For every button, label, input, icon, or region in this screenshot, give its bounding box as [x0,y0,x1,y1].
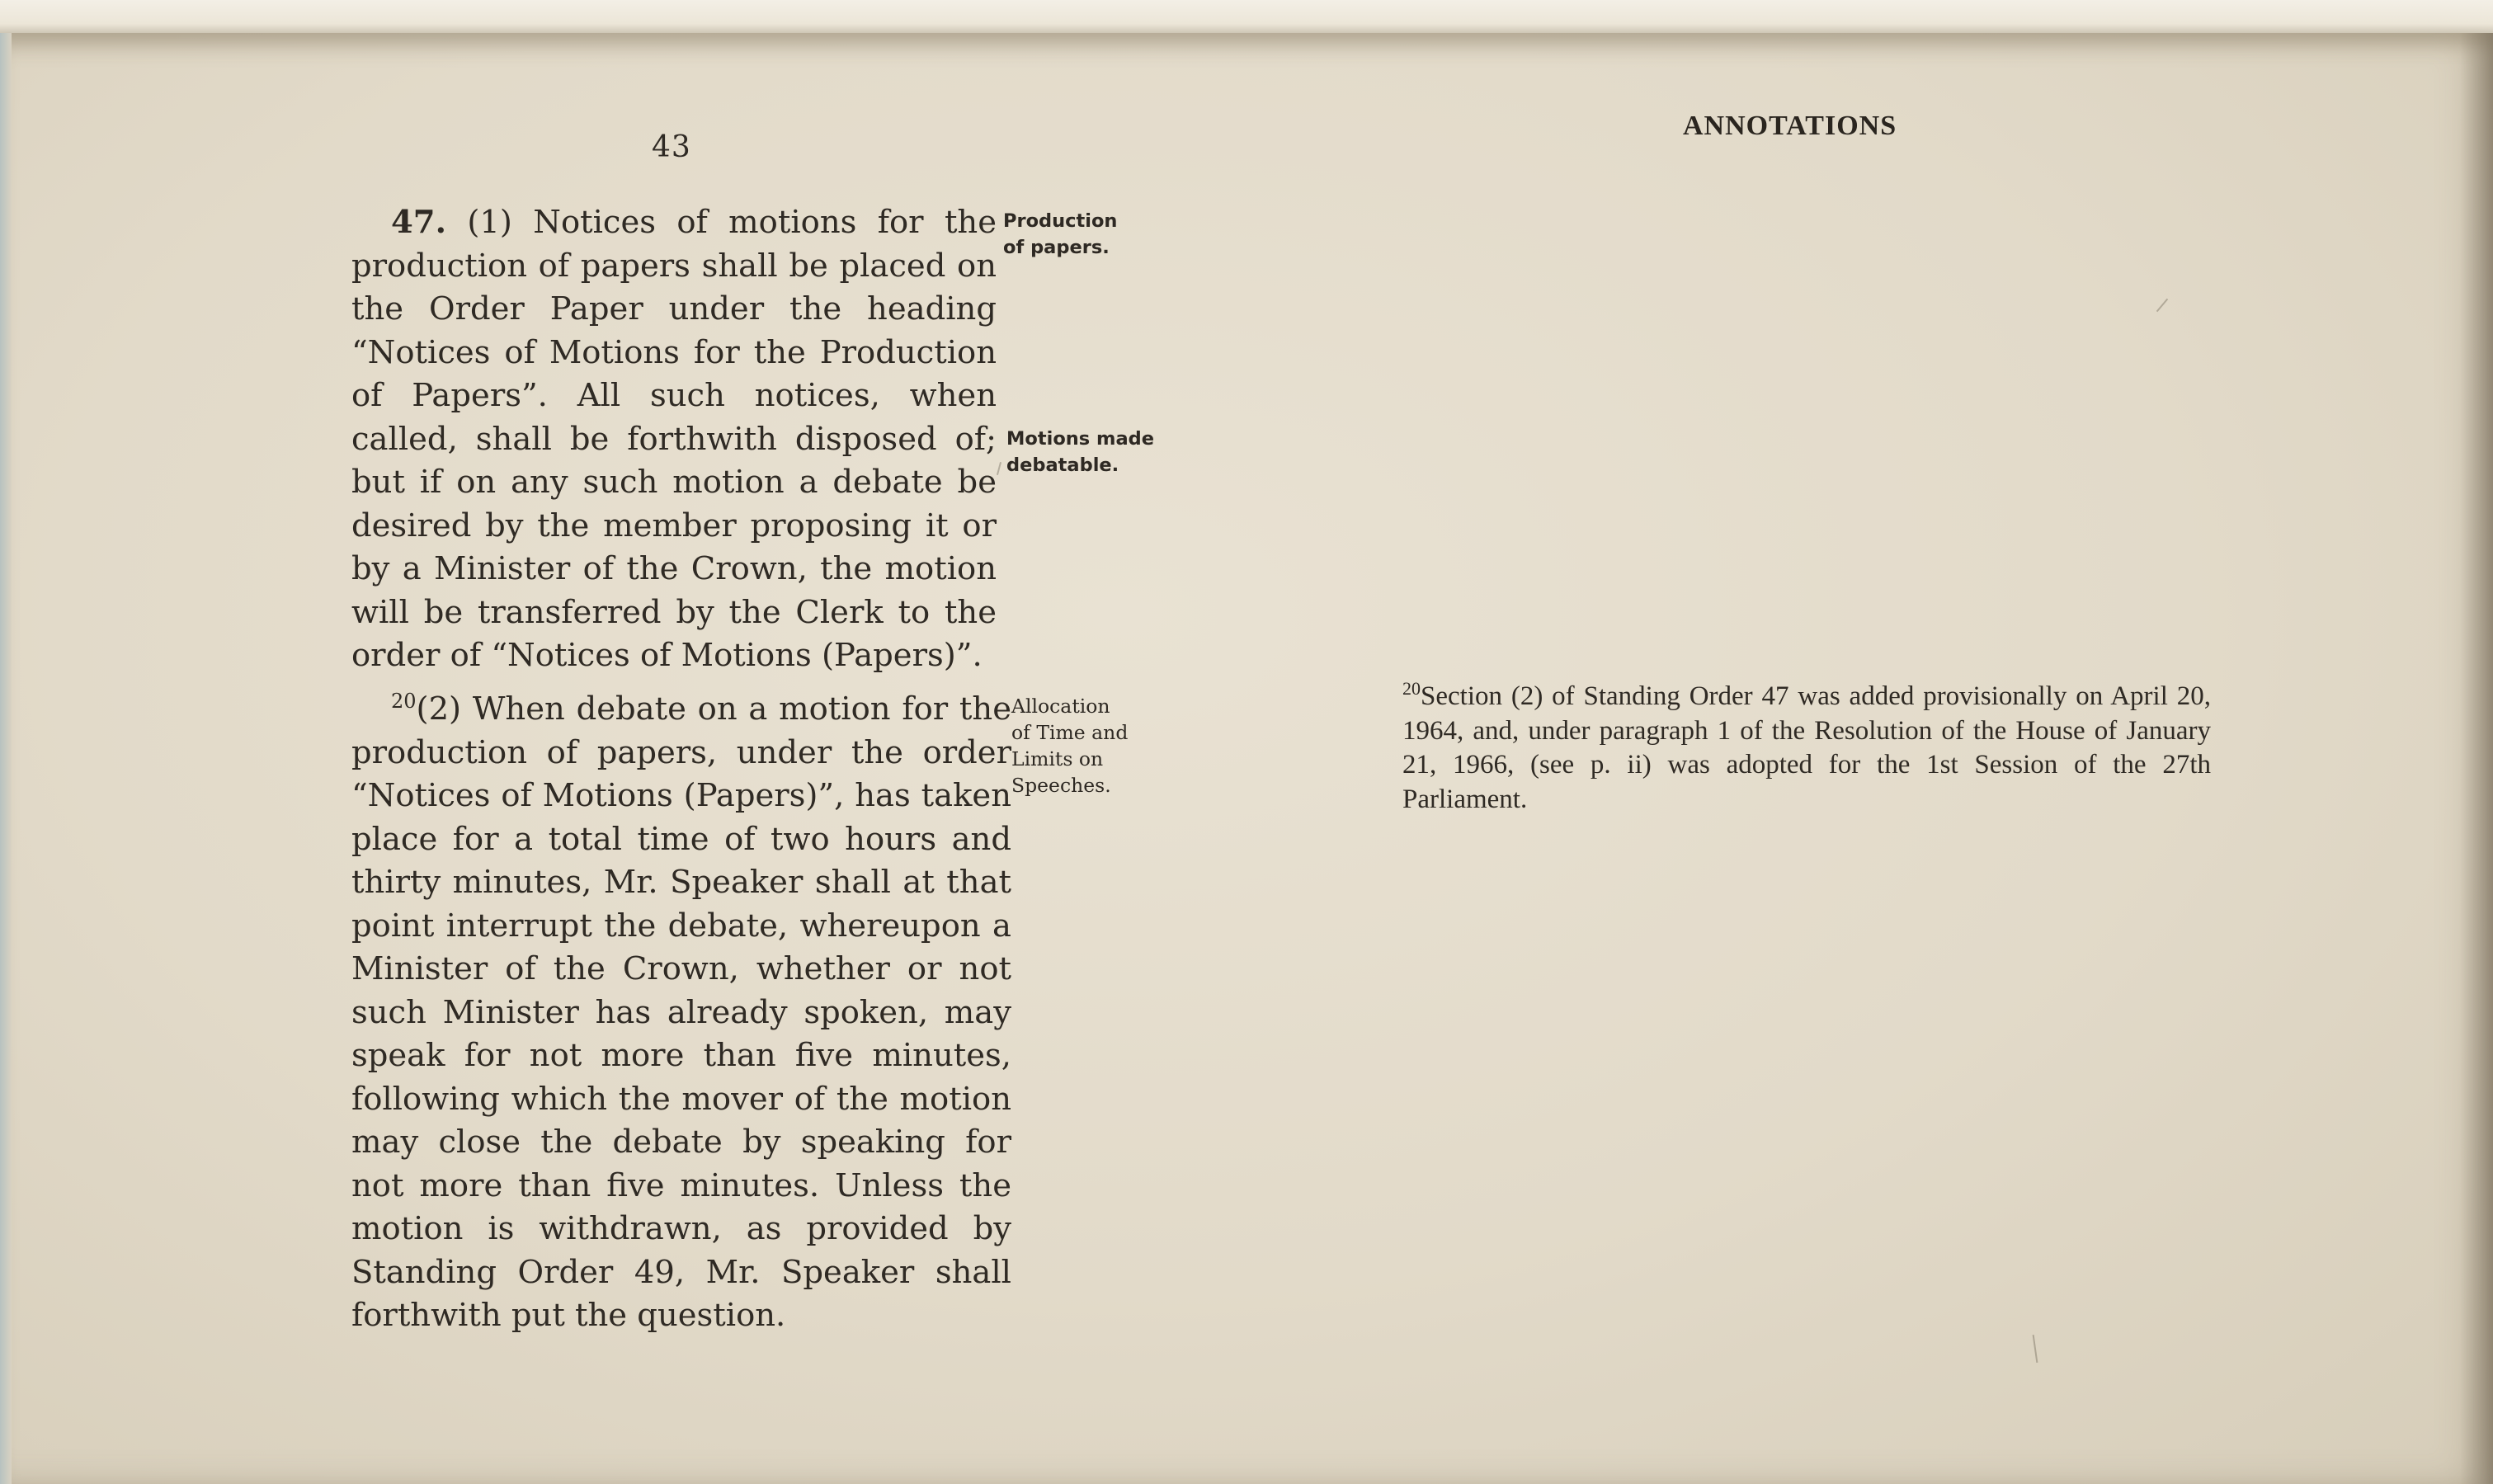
paragraph-1-text: (1) Notices of motions for the production of papers shall be placed on the Order Paper under the heading “Notices of Motions for the Production of Papers”. All such notices, when called, shall be forthwith disposed of; but if on any such motion a debate be desired by the member proposing it or by a Minister of the Crown, the motion will be transferred by the Clerk to the order of “Notices of Motions (Papers)”. [351,204,997,674]
annotations-heading: ANNOTATIONS [1683,111,1897,141]
margin-note-allocation-of-time: Allocation of Time and Limits on Speeches. [1011,695,1129,797]
page-right-edge-shadow [2460,33,2493,1484]
section-number: 47. [391,204,446,241]
annotation-note-20 [1402,680,2211,817]
footnote-marker: 20 [391,690,417,713]
standing-order-47-paragraph-1 [351,201,997,678]
annotation-marker: 20 [1402,678,1421,699]
annotation-body: Section (2) of Standing Order 47 was added provisionally on April 20, 1964, and, under paragraph 1 of the Resolution of the House of January 21, 1966, (see p. ii) was adopted for the 1st Session of the 27th Parliament. [1402,681,2211,814]
page-number: 43 [652,130,691,164]
margin-note-production-of-papers: Production of papers. [1003,210,1118,258]
page-left-edge [0,33,12,1484]
standing-order-47-paragraph-2 [351,688,1011,1338]
margin-note-motions-made-debatable: Motions made debatable. [1006,428,1155,476]
paragraph-2-text: (2) When debate on a motion for the production of papers, under the order “Notices of Motions (Papers)”, has taken place for a total time of two hours and thirty minutes, Mr. Speaker shall at that point interrupt the debate, whereupon a Minister of the Crown, whether or not such Minister has already spoken, may speak for not more than five minutes, following which the mover of the motion may close the debate by speaking for not more than five minutes. Unless the motion is withdrawn, as provided by Standing Order 49, Mr. Speaker shall forthwith put the question. [351,690,1011,1334]
